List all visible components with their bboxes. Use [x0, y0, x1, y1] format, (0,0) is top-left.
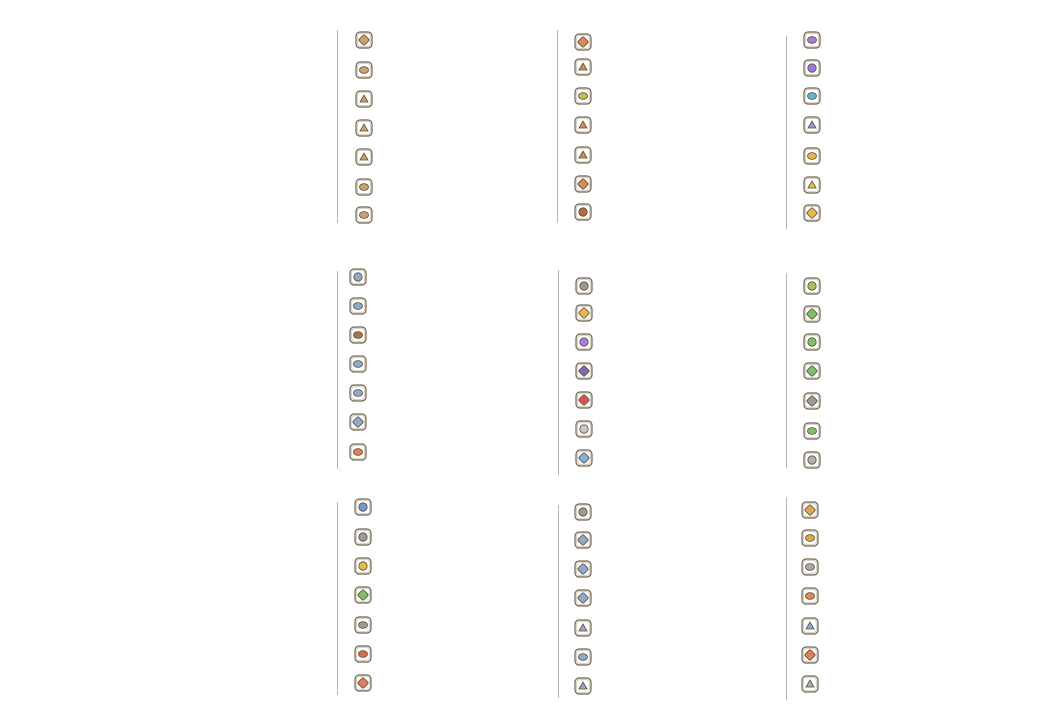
- fabric-roll-icon[interactable]: [803, 277, 821, 295]
- gem-cluster-icon[interactable]: [575, 333, 593, 351]
- sword-icon[interactable]: [574, 677, 592, 695]
- leather-bag-icon[interactable]: [574, 203, 592, 221]
- scissors-icon[interactable]: [803, 392, 821, 410]
- ore-pile-icon[interactable]: [575, 304, 593, 322]
- gold-crown-icon[interactable]: [803, 147, 821, 165]
- polished-stone-icon[interactable]: [803, 87, 821, 105]
- animal-paw-icon[interactable]: [354, 645, 372, 663]
- mortar-pestle-icon[interactable]: [801, 675, 819, 693]
- leaf-icon[interactable]: [354, 586, 372, 604]
- crucible-icon[interactable]: [574, 560, 592, 578]
- woven-wood-icon[interactable]: [355, 206, 373, 224]
- berries-icon[interactable]: [354, 498, 372, 516]
- divider-line: [337, 502, 338, 695]
- ore-rock-icon[interactable]: [575, 362, 593, 380]
- alchemy-circle-icon[interactable]: [801, 587, 819, 605]
- divider-line: [558, 505, 559, 698]
- log-rings-icon[interactable]: [355, 119, 373, 137]
- saw-blade-icon[interactable]: [355, 90, 373, 108]
- spindle-icon[interactable]: [803, 333, 821, 351]
- gear-icon[interactable]: [574, 589, 592, 607]
- loom-pattern-icon[interactable]: [803, 305, 821, 323]
- leather-boot-icon[interactable]: [574, 175, 592, 193]
- cake-slice-icon[interactable]: [349, 443, 367, 461]
- divider-line: [786, 36, 787, 229]
- carving-knife-icon[interactable]: [355, 148, 373, 166]
- wooden-plank-icon[interactable]: [355, 31, 373, 49]
- mold-icon[interactable]: [574, 531, 592, 549]
- fork-knife-icon[interactable]: [349, 384, 367, 402]
- stamp-icon[interactable]: [574, 116, 592, 134]
- thimble-icon[interactable]: [803, 451, 821, 469]
- tome-icon[interactable]: [801, 501, 819, 519]
- chef-hat-icon[interactable]: [349, 413, 367, 431]
- mushroom-icon[interactable]: [354, 674, 372, 692]
- scroll-icon[interactable]: [801, 529, 819, 547]
- engraved-ring-icon[interactable]: [803, 176, 821, 194]
- magic-wand-icon[interactable]: [355, 178, 373, 196]
- gem-ring-icon[interactable]: [803, 204, 821, 222]
- divider-line: [557, 30, 558, 223]
- rune-stone-icon[interactable]: [801, 558, 819, 576]
- sickle-icon[interactable]: [354, 616, 372, 634]
- cut-gem-icon[interactable]: [803, 59, 821, 77]
- anvil-icon[interactable]: [574, 619, 592, 637]
- barrel-icon[interactable]: [349, 326, 367, 344]
- hide-rack-icon[interactable]: [574, 58, 592, 76]
- chestplate-icon[interactable]: [574, 648, 592, 666]
- divider-line: [337, 271, 338, 469]
- cut-log-icon[interactable]: [354, 557, 372, 575]
- cocktail-glass-icon[interactable]: [349, 297, 367, 315]
- dynamite-icon[interactable]: [575, 391, 593, 409]
- folded-cloth-icon[interactable]: [803, 362, 821, 380]
- button-icon[interactable]: [803, 422, 821, 440]
- divider-line: [786, 497, 787, 700]
- purple-gem-icon[interactable]: [803, 31, 821, 49]
- pill-icon[interactable]: [801, 646, 819, 664]
- stone-block-icon[interactable]: [575, 420, 593, 438]
- axe-icon[interactable]: [354, 528, 372, 546]
- potion-bottle-icon[interactable]: [801, 617, 819, 635]
- divider-line: [337, 30, 338, 223]
- green-hide-icon[interactable]: [574, 87, 592, 105]
- divider-line: [558, 270, 559, 475]
- smithing-hammer-icon[interactable]: [574, 503, 592, 521]
- magnifier-gem-icon[interactable]: [803, 116, 821, 134]
- cooking-pot-icon[interactable]: [349, 268, 367, 286]
- pickaxe-icon[interactable]: [575, 277, 593, 295]
- crystal-rock-icon[interactable]: [575, 449, 593, 467]
- hammer-saw-icon[interactable]: [355, 61, 373, 79]
- leather-hide-icon[interactable]: [574, 33, 592, 51]
- shaker-icon[interactable]: [349, 355, 367, 373]
- needle-thread-icon[interactable]: [574, 146, 592, 164]
- divider-line: [786, 273, 787, 468]
